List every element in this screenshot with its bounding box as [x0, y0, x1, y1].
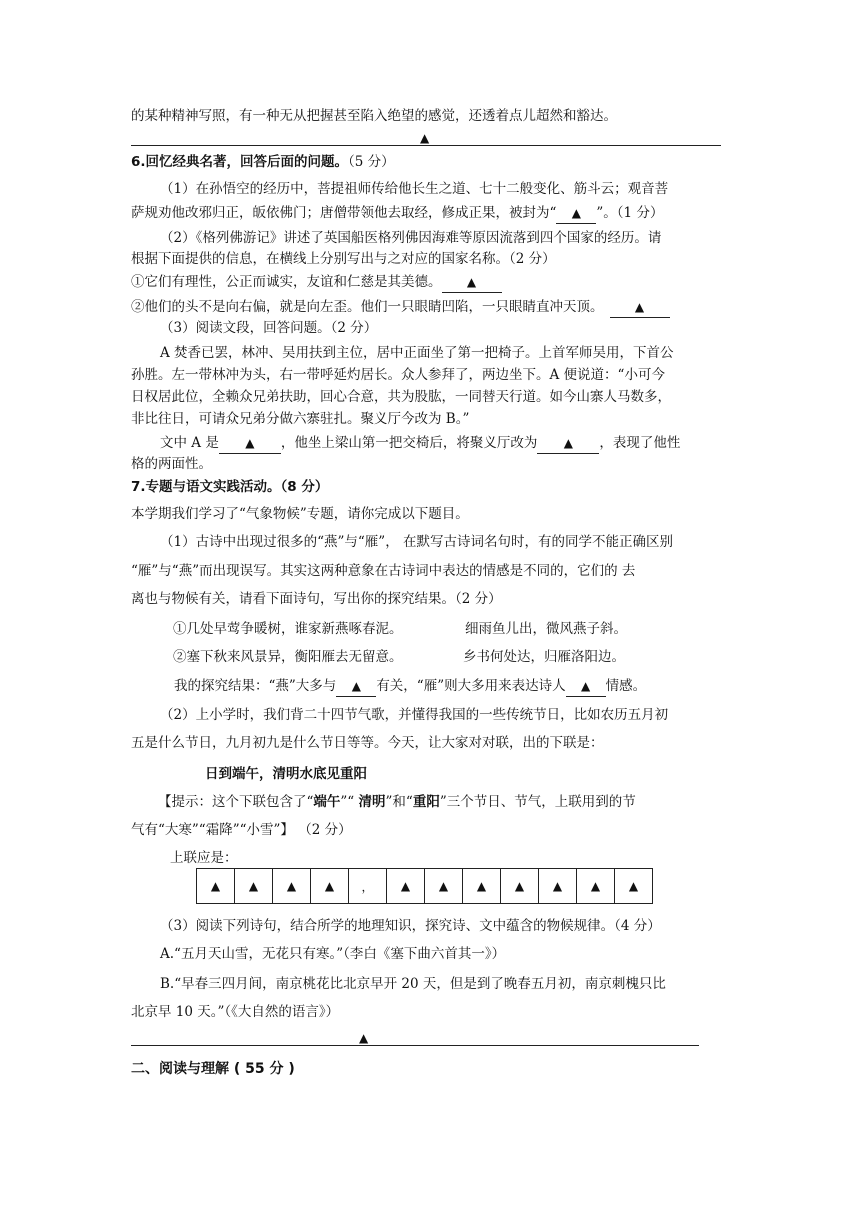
q7-part1-line2: “雁”与“燕”而出现误写。其实这两种意象在古诗词中表达的情感是不同的，它们的 去 — [131, 563, 636, 579]
couplet-box[interactable]: ▲ — [615, 869, 653, 904]
answer-line — [131, 145, 721, 146]
q6-part2-line1: （2）《格列佛游记》讲述了英国船医格列佛因海难等原因流落到四个国家的经历。请 — [160, 230, 662, 246]
q7-part2-line1: （2）上小学时，我们背二十四节气歌，并懂得我国的一些传统节日，比如农历五月初 — [160, 707, 669, 723]
couplet-row — [197, 869, 653, 904]
section-2-heading: 二、阅读与理解 ( 55 分 ) — [131, 1061, 295, 1077]
answer-blank[interactable]: ▲ — [537, 433, 599, 454]
couplet-box[interactable]: ▲ — [425, 869, 463, 904]
q6-part1-line1: （1）在孙悟空的经历中，菩提祖师传给他长生之道、七十二般变化、筋斗云；观音菩 — [160, 181, 669, 197]
passage-line1: A 焚香已罢，林冲、吴用扶到主位，居中正面坐了第一把椅子。上首军师吴用，下首公 — [160, 345, 674, 361]
answer-mark: ▲ — [359, 1031, 369, 1045]
q7-part1-line1: （1）古诗中出现过很多的“燕”与“雁”， 在默写古诗词名句时，有的同学不能正确区别 — [160, 534, 673, 550]
answer-blank[interactable]: ▲ — [610, 297, 670, 318]
q7-part3-line1: （3）阅读下列诗句，结合所学的地理知识，探究诗、文中蕴含的物候规律。（4 分） — [160, 918, 661, 934]
q6-answer-line2: 格的两面性。 — [131, 456, 212, 472]
answer-blank[interactable]: ▲ — [566, 676, 606, 697]
q6-part3: （3）阅读文段，回答问题。（2 分） — [160, 320, 378, 336]
couplet-answer-grid — [196, 868, 653, 904]
q6-answer-line: 文中 A 是 ▲ ，他坐上梁山第一把交椅后，将聚义厅改为 ▲ ，表现了他性 — [160, 433, 680, 454]
poem-line1b: 细雨鱼儿出，微风燕子斜。 — [465, 621, 627, 637]
q6-item1: ①它们有理性，公正而诚实，友谊和仁慈是其美德。 ▲ — [131, 272, 502, 293]
upper-couplet-label: 上联应是： — [170, 850, 238, 866]
q7-part3-b2: 北京早 10 天。”（《大自然的语言》） — [131, 1004, 340, 1020]
q7-part1-line3: 离也与物候有关，请看下面诗句，写出你的探究结果。（2 分） — [131, 591, 502, 607]
couplet-box[interactable]: ▲ — [577, 869, 615, 904]
couplet-box[interactable]: ▲ — [235, 869, 273, 904]
q7-intro: 本学期我们学习了“气象物候”专题，请你完成以下题目。 — [131, 506, 469, 522]
answer-blank[interactable]: ▲ — [556, 203, 596, 224]
q6-heading: 6.回忆经典名著，回答后面的问题。（5 分） — [131, 154, 395, 170]
q7-part3-a: A.“五月天山雪，无花只有寒。”（李白《塞下曲六首其一》） — [160, 946, 506, 962]
q6-part2-line2: 根据下面提供的信息，在横线上分别写出与之对应的国家名称。（2 分） — [131, 251, 556, 267]
couplet-box[interactable]: ▲ — [273, 869, 311, 904]
q7-result-line: 我的探究结果：“燕”大多与 ▲ 有关，“雁”则大多用来表达诗人 ▲ 情感。 — [174, 676, 646, 697]
q7-part2-line2: 五是什么节日，九月初九是什么节日等等。今天，让大家对对联，出的下联是： — [131, 735, 604, 751]
answer-line — [131, 1045, 699, 1046]
couplet-comma: ， — [349, 869, 387, 904]
q7-heading: 7.专题与语文实践活动。（8 分） — [131, 479, 329, 495]
q6-part1-line2: 萨规劝他改邪归正，皈依佛门；唐僧带领他去取经，修成正果，被封为“ ▲ ”。（1 分） — [131, 203, 663, 224]
q7-part3-b1: B.“早春三四月间，南京桃花比北京早开 20 天，但是到了晚春五月初，南京刺槐只比 — [160, 976, 666, 992]
passage-line2: 孙胜。左一带林冲为头，右一带呼延灼居长。众人参拜了，两边坐下。A 便说道：“小可今 — [131, 367, 665, 383]
hint-line2: 气有“大寒”“霜降”“小雪”】 （2 分） — [131, 822, 352, 838]
poem-line2b: 乡书何处达，归雁洛阳边。 — [463, 649, 625, 665]
couplet-box[interactable]: ▲ — [197, 869, 235, 904]
couplet-box[interactable]: ▲ — [539, 869, 577, 904]
couplet-lower: 日到端午，清明水底见重阳 — [205, 766, 367, 782]
passage-line3: 日权居此位，全赖众兄弟扶助，回心合意，共为股肱，一同替天行道。如今山寨人马数多， — [131, 389, 671, 405]
passage-line4: 非比往日，可请众兄弟分做六寨驻扎。聚义厅今改为 B。” — [131, 411, 470, 427]
hint-line1: 【提示：这个下联包含了“端午”“ 清明”和“重阳”三个节日、节气，上联用到的节 — [158, 794, 636, 810]
answer-blank[interactable]: ▲ — [336, 676, 376, 697]
answer-blank[interactable]: ▲ — [442, 272, 502, 293]
top-paragraph: 的某种精神写照，有一种无从把握甚至陷入绝望的感觉，还透着点儿超然和豁达。 — [131, 108, 617, 124]
poem-line1a: ①几处早莺争暖树，谁家新燕啄春泥。 — [173, 621, 403, 637]
q6-item2: ②他们的头不是向右偏，就是向左歪。他们一只眼睛凹陷，一只眼睛直冲天顶。 ▲ — [131, 297, 670, 318]
answer-mark: ▲ — [420, 131, 430, 145]
couplet-box[interactable]: ▲ — [463, 869, 501, 904]
couplet-box[interactable]: ▲ — [501, 869, 539, 904]
answer-blank[interactable]: ▲ — [219, 433, 281, 454]
couplet-box[interactable]: ▲ — [311, 869, 349, 904]
couplet-box[interactable]: ▲ — [387, 869, 425, 904]
poem-line2a: ②塞下秋来风景异，衡阳雁去无留意。 — [173, 649, 403, 665]
